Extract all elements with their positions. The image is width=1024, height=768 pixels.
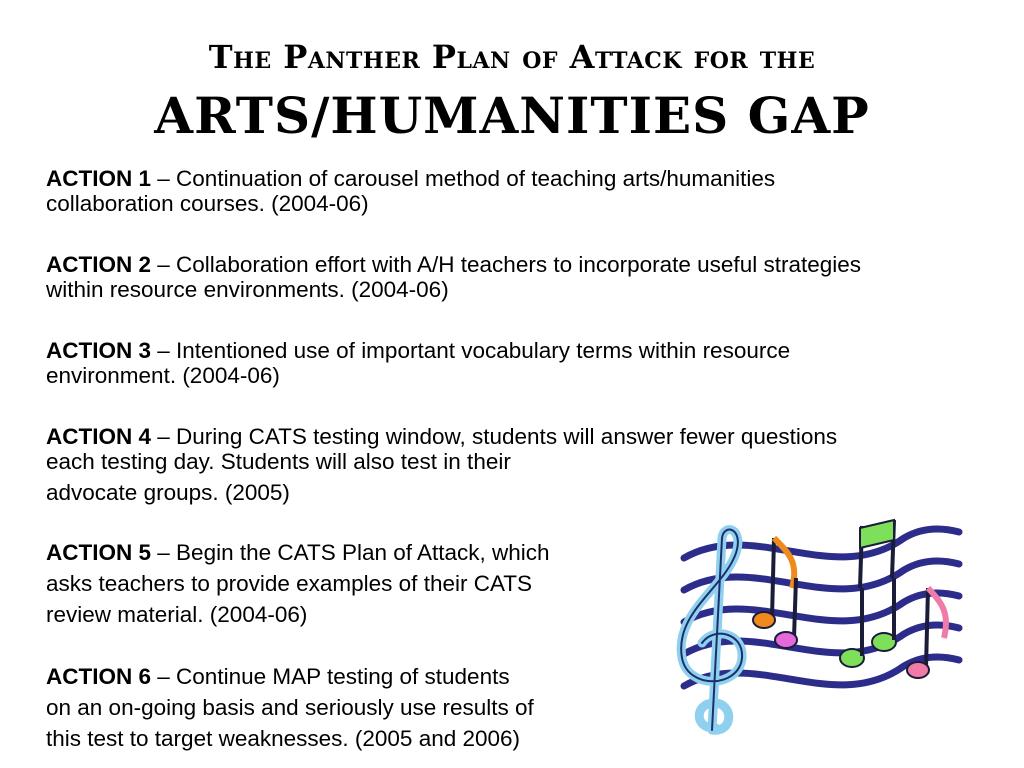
action-text: each testing day. Students will also test in their (46, 449, 511, 474)
action-label: ACTION 4 (46, 424, 152, 449)
action-line (46, 166, 986, 191)
staff-line (684, 593, 959, 622)
action-text: – During CATS testing window, students will answer fewer questions (157, 424, 838, 449)
action-text: environment. (2004-06) (46, 363, 280, 388)
action-item-1 (46, 166, 986, 216)
slide-title-line-1: The Panther Plan of Attack for the (208, 38, 816, 76)
action-item-4 (46, 424, 1006, 505)
action-item-2 (46, 252, 1006, 302)
action-item-5 (46, 537, 646, 630)
action-line (46, 252, 1006, 277)
action-label: ACTION 5 (46, 540, 152, 565)
action-text: this test to target weaknesses. (2005 and 2006) (46, 726, 521, 751)
action-text: on an on-going basis and seriously use results of (46, 695, 534, 720)
action-text: collaboration courses. (2004-06) (46, 191, 369, 216)
action-text: asks teachers to provide examples of their CATS (46, 571, 533, 596)
action-item-6 (46, 661, 646, 754)
action-text: – Continuation of carousel method of teaching arts/humanities (157, 166, 776, 191)
action-label: ACTION 3 (46, 338, 152, 363)
action-label: ACTION 6 (46, 664, 152, 689)
action-line (46, 537, 646, 568)
action-line (46, 424, 1006, 449)
action-line (46, 661, 646, 692)
action-label: ACTION 1 (46, 166, 152, 191)
action-label: ACTION 2 (46, 252, 152, 277)
action-text: – Collaboration effort with A/H teachers to incorporate useful strategies (157, 252, 861, 277)
action-text: – Begin the CATS Plan of Attack, which (157, 540, 550, 565)
action-text: within resource environments. (2004-06) (46, 277, 449, 302)
action-text: review material. (2004-06) (46, 602, 308, 627)
action-text: – Intentioned use of important vocabulary terms within resource (157, 338, 791, 363)
action-item-3 (46, 338, 986, 388)
staff-line (684, 625, 959, 654)
slide-title-line-2: ARTS/HUMANITIES GAP (154, 86, 870, 145)
action-text: – Continue MAP testing of students (157, 664, 510, 689)
music-notes-clipart-icon (664, 518, 966, 748)
music-note-icon (840, 520, 896, 667)
action-text: advocate groups. (2005) (46, 480, 290, 505)
action-line (46, 338, 986, 363)
